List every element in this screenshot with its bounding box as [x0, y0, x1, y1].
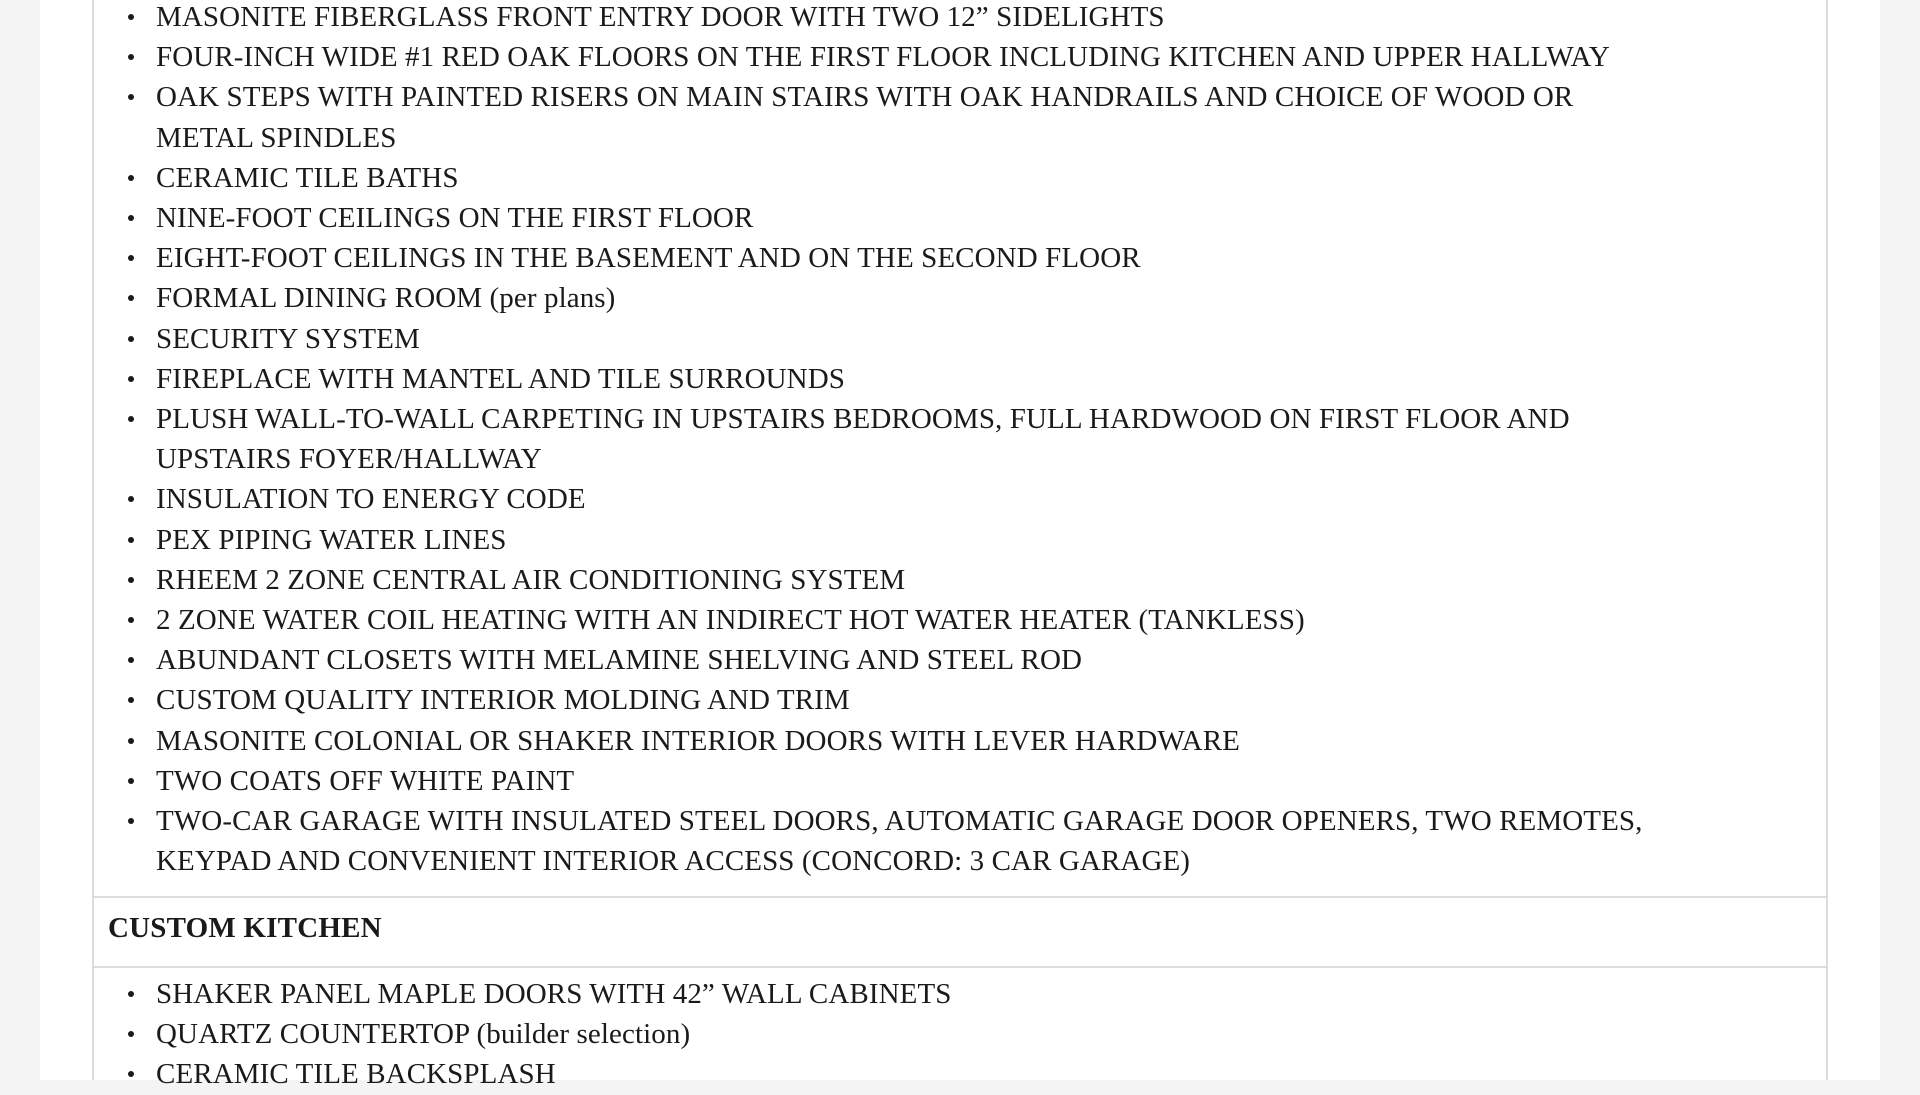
list-item: QUARTZ COUNTERTOP (builder selection) — [94, 1014, 1826, 1054]
bullet-icon — [128, 376, 134, 382]
bullet-icon — [128, 94, 134, 100]
list-item: PLUSH WALL-TO-WALL CARPETING IN UPSTAIRS BEDROOMS, FULL HARDWOOD ON FIRST FLOOR AND — [94, 399, 1826, 439]
standard-features-cell — [92, 0, 1828, 898]
list-item: MASONITE COLONIAL OR SHAKER INTERIOR DOORS WITH LEVER HARDWARE — [94, 721, 1826, 761]
list-item: TWO COATS OFF WHITE PAINT — [94, 761, 1826, 801]
bullet-icon — [128, 1071, 134, 1077]
list-item: INSULATION TO ENERGY CODE — [94, 479, 1826, 519]
standard-features-list — [94, 0, 1826, 881]
bullet-icon — [128, 537, 134, 543]
list-item-continuation: KEYPAD AND CONVENIENT INTERIOR ACCESS (CONCORD: 3 CAR GARAGE) — [156, 845, 1191, 878]
list-item: MASONITE FIBERGLASS FRONT ENTRY DOOR WITH TWO 12” SIDELIGHTS — [94, 0, 1826, 37]
bullet-icon — [128, 496, 134, 502]
bullet-icon — [128, 295, 134, 301]
bullet-icon — [128, 255, 134, 261]
bullet-icon — [128, 991, 134, 997]
bullet-icon — [128, 175, 134, 181]
list-item-continuation: UPSTAIRS FOYER/HALLWAY — [156, 443, 542, 476]
bullet-icon — [128, 697, 134, 703]
bullet-icon — [128, 14, 134, 20]
list-item: PEX PIPING WATER LINES — [94, 520, 1826, 560]
bullet-icon — [128, 336, 134, 342]
document-page — [40, 0, 1880, 1091]
list-item: CUSTOM QUALITY INTERIOR MOLDING AND TRIM — [94, 680, 1826, 720]
list-item: RHEEM 2 ZONE CENTRAL AIR CONDITIONING SYSTEM — [94, 560, 1826, 600]
list-item: 2 ZONE WATER COIL HEATING WITH AN INDIRECT HOT WATER HEATER (TANKLESS) — [94, 600, 1826, 640]
list-item-continuation: METAL SPINDLES — [156, 121, 397, 154]
list-item: FIREPLACE WITH MANTEL AND TILE SURROUNDS — [94, 359, 1826, 399]
bullet-icon — [128, 778, 134, 784]
list-item: FORMAL DINING ROOM (per plans) — [94, 278, 1826, 318]
bullet-icon — [128, 577, 134, 583]
bullet-icon — [128, 1031, 134, 1037]
bullet-icon — [128, 657, 134, 663]
list-item: SHAKER PANEL MAPLE DOORS WITH 42” WALL CABINETS — [94, 974, 1826, 1014]
kitchen-heading-cell — [92, 898, 1828, 968]
list-item: SECURITY SYSTEM — [94, 319, 1826, 359]
list-item: ABUNDANT CLOSETS WITH MELAMINE SHELVING AND STEEL ROD — [94, 640, 1826, 680]
bullet-icon — [128, 215, 134, 221]
bullet-icon — [128, 818, 134, 824]
list-item: CERAMIC TILE BACKSPLASH — [94, 1054, 1826, 1094]
bullet-icon — [128, 617, 134, 623]
list-item: FOUR-INCH WIDE #1 RED OAK FLOORS ON THE FIRST FLOOR INCLUDING KITCHEN AND UPPER HALLWAY — [94, 37, 1826, 77]
section-heading: CUSTOM KITCHEN — [108, 912, 382, 944]
bullet-icon — [128, 738, 134, 744]
list-item: TWO-CAR GARAGE WITH INSULATED STEEL DOORS, AUTOMATIC GARAGE DOOR OPENERS, TWO REMOTES, — [94, 801, 1826, 841]
list-item: NINE-FOOT CEILINGS ON THE FIRST FLOOR — [94, 198, 1826, 238]
features-table — [92, 0, 1828, 1091]
list-item: OAK STEPS WITH PAINTED RISERS ON MAIN STAIRS WITH OAK HANDRAILS AND CHOICE OF WOOD OR — [94, 77, 1826, 117]
list-item: CERAMIC TILE BATHS — [94, 158, 1826, 198]
bullet-icon — [128, 416, 134, 422]
kitchen-features-list — [94, 974, 1826, 1095]
bullet-icon — [128, 54, 134, 60]
kitchen-features-cell — [92, 968, 1828, 1091]
list-item: EIGHT-FOOT CEILINGS IN THE BASEMENT AND ON THE SECOND FLOOR — [94, 238, 1826, 278]
